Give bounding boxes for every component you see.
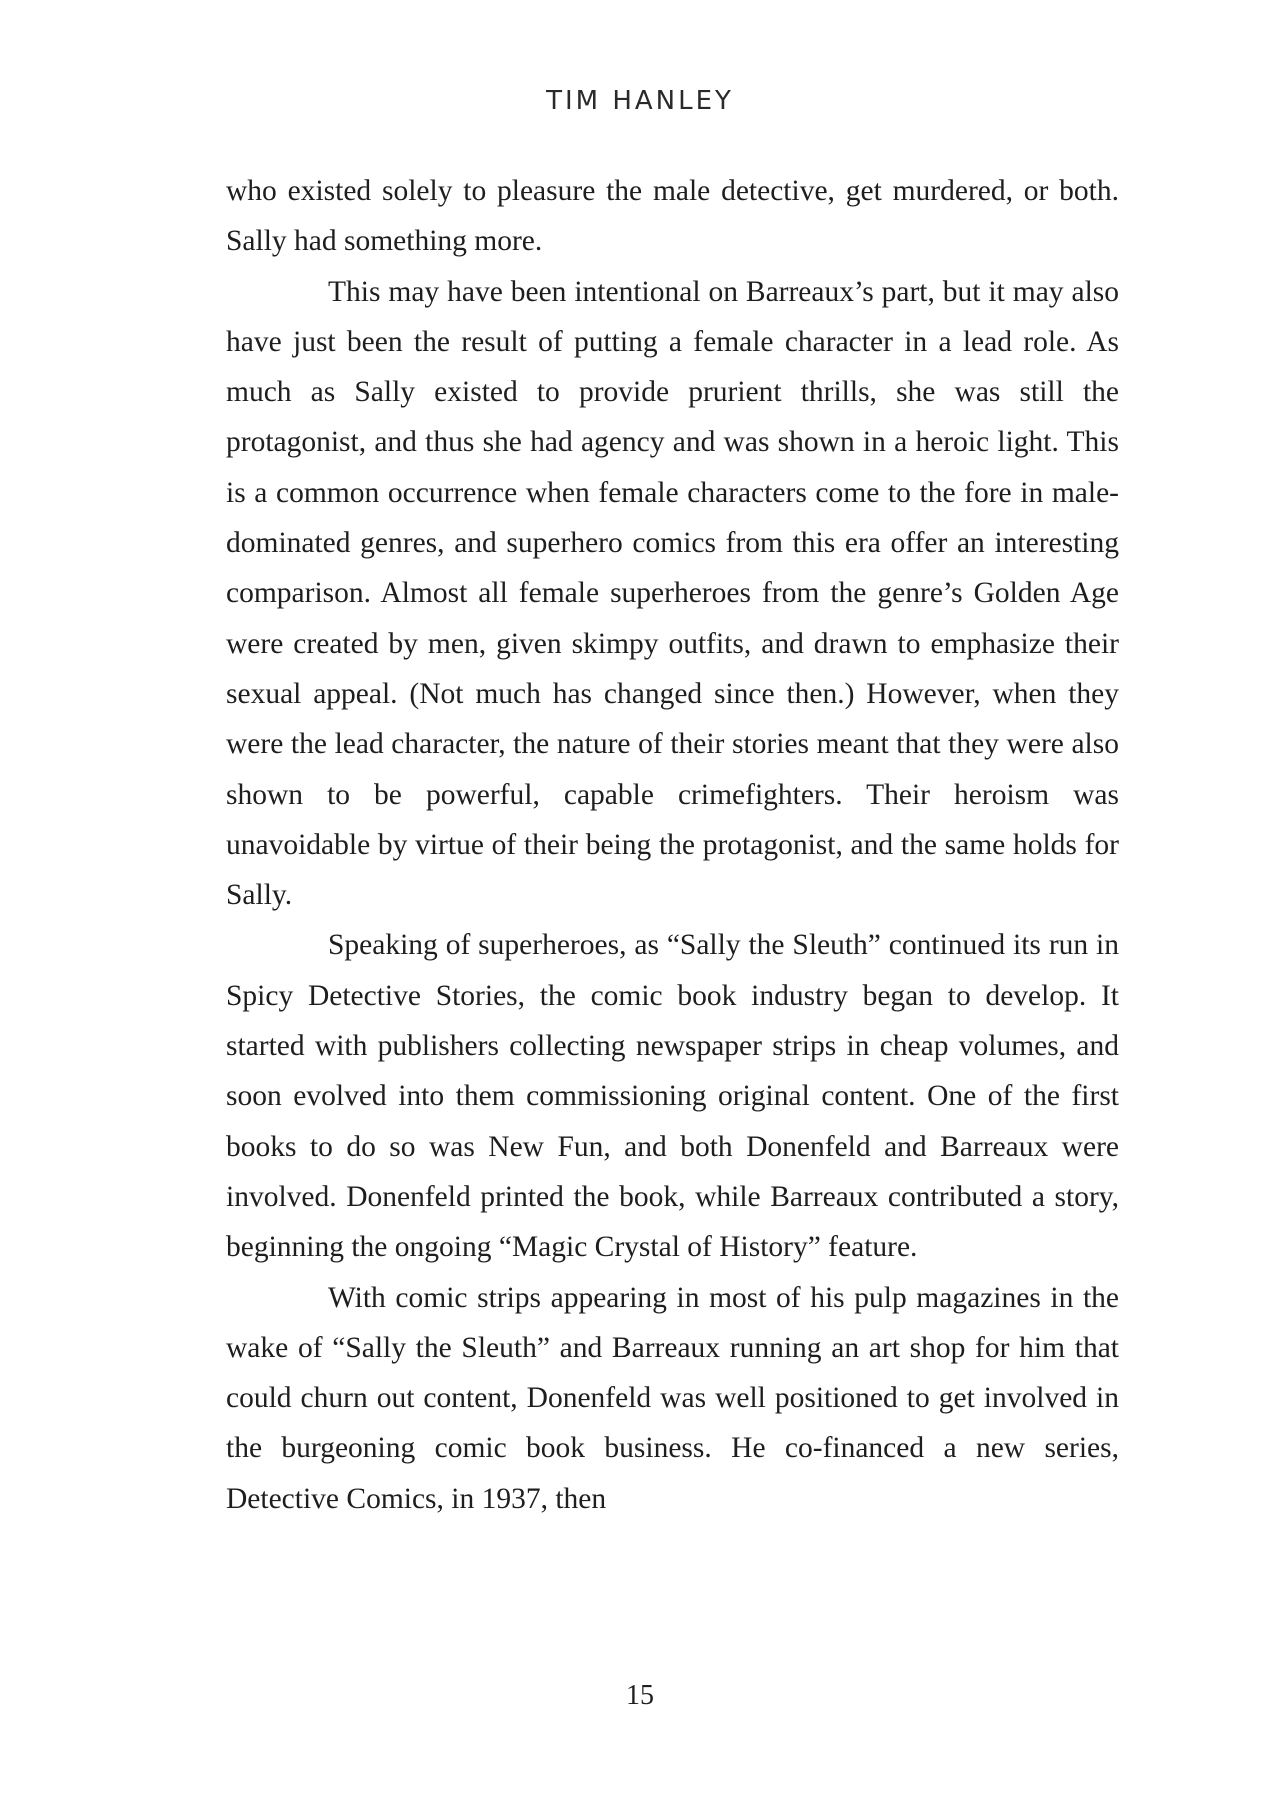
running-head-author: TIM HANLEY [546,86,734,116]
body-text [226,166,1119,1524]
paragraph-comic-strips: With comic strips appearing in most of his pulp magazines in the wake of “Sally the Sleuth” and Barreaux running an art shop for him that could churn out content, Donenfeld was well positioned to get involved in the burgeoning comic book business. He co-financed a new series, Detective Comics, in 1937, then [226,1281,1119,1515]
paragraph-continued: who existed solely to pleasure the male detective, get murdered, or both. Sally had something more. [226,175,1119,258]
paragraph-intentional: This may have been intentional on Barreaux’s part, but it may also have just been the result of putting a female character in a lead role. As much as Sally existed to provide prurient thrills, she was still the protagonist, and thus she had agency and was shown in a heroic light. This is a common occurrence when female characters come to the fore in male-dominated genres, and superhero comics from this era offer an interesting comparison. Almost all female superheroes from the genre’s Golden Age were created by men, given skimpy outfits, and drawn to emphasize their sexual appeal. (Not much has changed since then.) However, when they were the lead character, the nature of their stories meant that they were also shown to be powerful, capable crimefighters. Their heroism was unavoidable by virtue of their being the protagonist, and the same holds for Sally. [226,275,1119,912]
paragraph-superheroes: Speaking of superheroes, as “Sally the Sleuth” continued its run in Spicy Detective Stories, the comic book industry began to develop. It started with publishers collecting newspaper strips in cheap volumes, and soon evolved into them commissioning original content. One of the first books to do so was New Fun, and both Donenfeld and Barreaux were involved. Donenfeld printed the book, while Barreaux contributed a story, beginning the ongoing “Magic Crystal of History” feature. [226,929,1119,1264]
page-number: 15 [626,1680,654,1711]
